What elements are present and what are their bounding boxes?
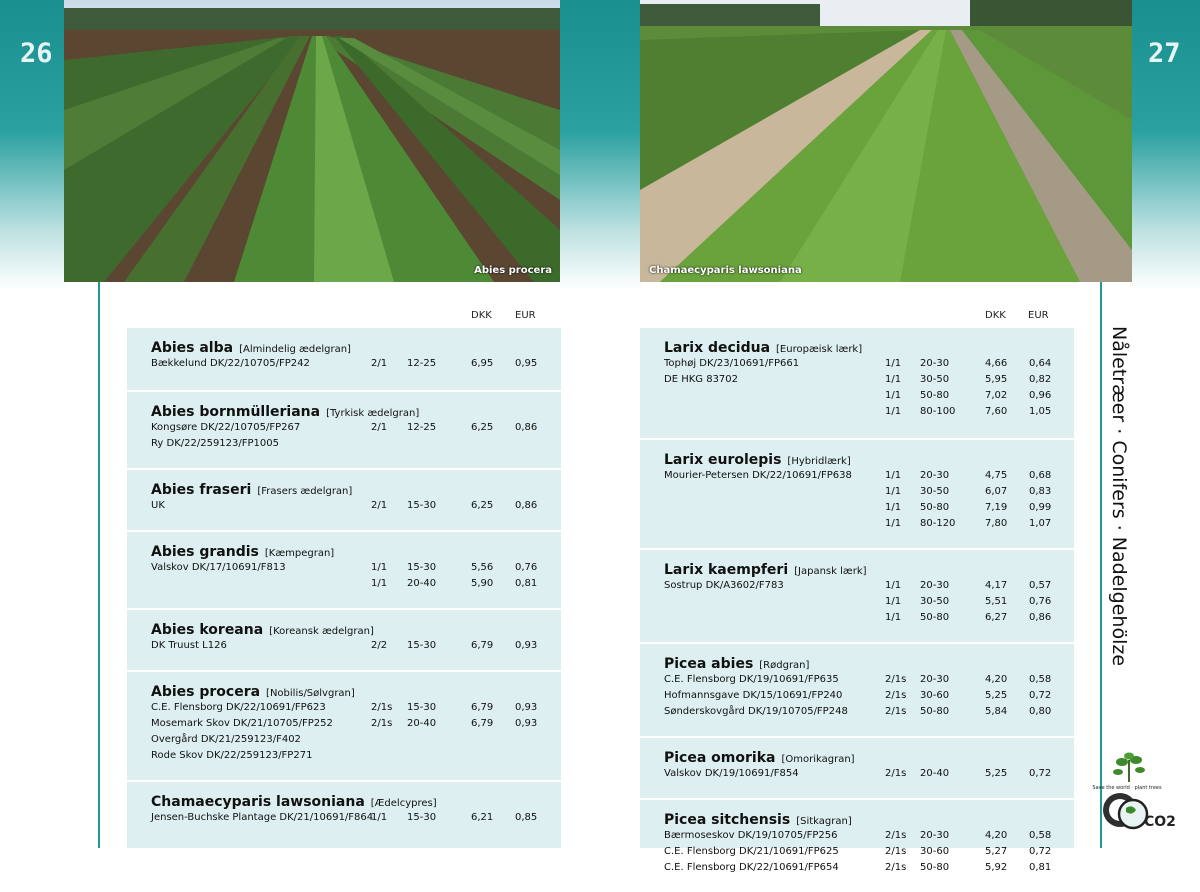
price-dkk: 4,20 xyxy=(985,830,1008,841)
age-class: 1/1 xyxy=(885,390,902,401)
section-title-vertical xyxy=(1108,326,1132,671)
age-class: 1/1 xyxy=(371,562,388,573)
photo-caption-left: Abies procera xyxy=(474,265,552,276)
age-class: 1/1 xyxy=(885,374,902,385)
column-header-dkk-right: DKK xyxy=(985,310,1006,321)
price-dkk: 5,27 xyxy=(985,846,1008,857)
age-class: 1/1 xyxy=(885,470,902,481)
species-common-name: [Tyrkisk ædelgran] xyxy=(326,408,420,419)
size-cm: 20-30 xyxy=(920,580,950,591)
price-eur: 0,96 xyxy=(1029,390,1052,401)
species-block xyxy=(127,530,561,608)
price-eur: 0,81 xyxy=(515,578,538,589)
species-common-name: [Koreansk ædelgran] xyxy=(269,626,374,637)
species-heading xyxy=(151,684,355,700)
provenance: Rode Skov DK/22/259123/FP271 xyxy=(151,750,313,761)
size-cm: 20-40 xyxy=(407,718,437,729)
species-name: Abies bornmülleriana xyxy=(151,404,321,420)
provenance: Valskov DK/17/10691/F813 xyxy=(151,562,286,573)
species-block xyxy=(640,642,1074,736)
price-dkk: 6,79 xyxy=(471,718,494,729)
species-common-name: [Europæisk lærk] xyxy=(776,344,863,355)
species-name: Picea abies xyxy=(664,656,754,672)
age-class: 2/1 xyxy=(371,500,388,511)
provenance: Bærmoseskov DK/19/10705/FP256 xyxy=(664,830,838,841)
price-eur: 0,93 xyxy=(515,718,538,729)
price-dkk: 5,90 xyxy=(471,578,494,589)
price-row xyxy=(640,830,1074,846)
size-cm: 30-50 xyxy=(920,596,950,607)
logo-mark: CO2 xyxy=(1144,814,1176,830)
species-heading xyxy=(151,544,334,560)
species-heading xyxy=(151,340,351,356)
species-heading xyxy=(151,404,419,420)
species-heading xyxy=(664,656,809,672)
price-dkk: 6,21 xyxy=(471,812,494,823)
age-class: 2/1s xyxy=(885,706,907,717)
age-class: 1/1 xyxy=(371,812,388,823)
species-block xyxy=(640,798,1074,892)
photo-caption-right: Chamaecyparis lawsoniana xyxy=(649,265,802,276)
price-eur: 0,80 xyxy=(1029,706,1052,717)
size-cm: 15-30 xyxy=(407,562,437,573)
price-row xyxy=(127,750,561,766)
price-eur: 0,68 xyxy=(1029,470,1052,481)
price-dkk: 6,07 xyxy=(985,486,1008,497)
provenance: C.E. Flensborg DK/19/10691/FP635 xyxy=(664,674,839,685)
price-eur: 0,99 xyxy=(1029,502,1052,513)
price-eur: 0,82 xyxy=(1029,374,1052,385)
species-heading xyxy=(151,794,437,810)
price-dkk: 7,02 xyxy=(985,390,1008,401)
price-eur: 0,57 xyxy=(1029,580,1052,591)
photo-abies-procera xyxy=(64,0,560,282)
age-class: 2/1s xyxy=(885,674,907,685)
species-common-name: [Kæmpegran] xyxy=(264,548,335,559)
size-cm: 15-30 xyxy=(407,500,437,511)
species-block xyxy=(127,468,561,530)
age-class: 2/1s xyxy=(371,702,393,713)
size-cm: 15-30 xyxy=(407,812,437,823)
size-cm: 50-80 xyxy=(920,390,950,401)
species-block xyxy=(640,438,1074,548)
price-row xyxy=(640,470,1074,486)
size-cm: 15-30 xyxy=(407,702,437,713)
price-row xyxy=(640,406,1074,422)
price-eur: 0,58 xyxy=(1029,830,1052,841)
age-class: 2/2 xyxy=(371,640,388,651)
provenance: Kongsøre DK/22/10705/FP267 xyxy=(151,422,301,433)
provenance: Tophøj DK/23/10691/FP661 xyxy=(664,358,800,369)
price-eur: 0,95 xyxy=(515,358,538,369)
species-heading xyxy=(664,812,852,828)
species-common-name: [Almindelig ædelgran] xyxy=(239,344,351,355)
price-eur: 0,93 xyxy=(515,702,538,713)
age-class: 2/1s xyxy=(885,690,907,701)
species-block xyxy=(127,390,561,468)
photo-chamaecyparis xyxy=(640,0,1132,282)
species-common-name: [Japansk lærk] xyxy=(794,566,867,577)
price-row xyxy=(640,862,1074,878)
age-class: 1/1 xyxy=(371,578,388,589)
price-row xyxy=(640,390,1074,406)
provenance: Hofmannsgave DK/15/10691/FP240 xyxy=(664,690,843,701)
price-dkk: 4,75 xyxy=(985,470,1008,481)
species-common-name: [Sitkagran] xyxy=(796,816,852,827)
price-dkk: 6,27 xyxy=(985,612,1008,623)
age-class: 2/1s xyxy=(885,768,907,779)
species-name: Larix eurolepis xyxy=(664,452,782,468)
age-class: 1/1 xyxy=(885,580,902,591)
age-class: 1/1 xyxy=(885,612,902,623)
price-dkk: 6,79 xyxy=(471,702,494,713)
age-class: 1/1 xyxy=(885,596,902,607)
provenance: DE HKG 83702 xyxy=(664,374,739,385)
nursery-field-image xyxy=(64,0,560,282)
price-row xyxy=(640,674,1074,690)
price-eur: 1,05 xyxy=(1029,406,1052,417)
size-cm: 20-40 xyxy=(407,578,437,589)
provenance: Mourier-Petersen DK/22/10691/FP638 xyxy=(664,470,852,481)
provenance: DK Truust L126 xyxy=(151,640,227,651)
age-class: 1/1 xyxy=(885,406,902,417)
price-row xyxy=(127,702,561,718)
age-class: 1/1 xyxy=(885,358,902,369)
provenance: C.E. Flensborg DK/22/10691/FP623 xyxy=(151,702,326,713)
age-class: 2/1 xyxy=(371,358,388,369)
species-heading xyxy=(151,622,374,638)
species-name: Abies fraseri xyxy=(151,482,252,498)
price-eur: 0,93 xyxy=(515,640,538,651)
size-cm: 80-120 xyxy=(920,518,956,529)
price-dkk: 7,80 xyxy=(985,518,1008,529)
provenance: UK xyxy=(151,500,165,511)
price-dkk: 5,92 xyxy=(985,862,1008,873)
price-dkk: 5,56 xyxy=(471,562,494,573)
price-row xyxy=(640,596,1074,612)
price-dkk: 5,84 xyxy=(985,706,1008,717)
species-name: Larix kaempferi xyxy=(664,562,789,578)
center-teal-band xyxy=(560,0,642,290)
age-class: 1/1 xyxy=(885,502,902,513)
price-dkk: 7,19 xyxy=(985,502,1008,513)
price-dkk: 6,25 xyxy=(471,422,494,433)
price-table-right xyxy=(640,328,1074,873)
price-row xyxy=(640,518,1074,534)
price-row xyxy=(127,718,561,734)
price-row xyxy=(127,358,561,374)
species-block xyxy=(127,670,561,780)
price-row xyxy=(127,812,561,828)
size-cm: 20-30 xyxy=(920,674,950,685)
price-eur: 0,72 xyxy=(1029,846,1052,857)
species-block xyxy=(127,608,561,670)
age-class: 1/1 xyxy=(885,486,902,497)
price-eur: 0,76 xyxy=(515,562,538,573)
price-eur: 0,64 xyxy=(1029,358,1052,369)
species-common-name: [Rødgran] xyxy=(759,660,810,671)
price-dkk: 4,20 xyxy=(985,674,1008,685)
logo-slogan: Save the world · plant trees xyxy=(1092,785,1162,791)
price-eur: 0,85 xyxy=(515,812,538,823)
species-common-name: [Nobilis/Sølvgran] xyxy=(266,688,355,699)
provenance: C.E. Flensborg DK/21/10691/FP625 xyxy=(664,846,839,857)
price-row xyxy=(127,734,561,750)
price-dkk: 6,79 xyxy=(471,640,494,651)
age-class: 2/1s xyxy=(885,830,907,841)
provenance: Sønderskovgård DK/19/10705/FP248 xyxy=(664,706,848,717)
size-cm: 12-25 xyxy=(407,422,437,433)
price-dkk: 5,51 xyxy=(985,596,1008,607)
price-dkk: 5,25 xyxy=(985,690,1008,701)
price-eur: 0,86 xyxy=(515,422,538,433)
species-common-name: [Omorikagran] xyxy=(781,754,855,765)
species-heading xyxy=(664,750,855,766)
price-eur: 0,86 xyxy=(515,500,538,511)
species-name: Abies procera xyxy=(151,684,261,700)
co2-logo xyxy=(1084,752,1176,842)
species-common-name: [Ædelcypres] xyxy=(370,798,437,809)
price-row xyxy=(127,640,561,656)
provenance: Sostrup DK/A3602/F783 xyxy=(664,580,784,591)
price-eur: 0,72 xyxy=(1029,690,1052,701)
species-block xyxy=(640,736,1074,798)
species-heading xyxy=(151,482,352,498)
price-row xyxy=(640,502,1074,518)
price-dkk: 5,95 xyxy=(985,374,1008,385)
price-row xyxy=(127,562,561,578)
price-dkk: 7,60 xyxy=(985,406,1008,417)
size-cm: 20-30 xyxy=(920,830,950,841)
provenance: C.E. Flensborg DK/22/10691/FP654 xyxy=(664,862,839,873)
price-row xyxy=(127,438,561,454)
page-number-left: 26 xyxy=(20,38,53,69)
size-cm: 20-30 xyxy=(920,358,950,369)
column-header-eur-right: EUR xyxy=(1028,310,1049,321)
column-header-eur-left: EUR xyxy=(515,310,536,321)
price-row xyxy=(640,486,1074,502)
size-cm: 50-80 xyxy=(920,706,950,717)
size-cm: 30-50 xyxy=(920,374,950,385)
price-row xyxy=(640,706,1074,722)
species-name: Chamaecyparis lawsoniana xyxy=(151,794,365,810)
size-cm: 50-80 xyxy=(920,862,950,873)
age-class: 2/1s xyxy=(885,846,907,857)
species-name: Picea omorika xyxy=(664,750,776,766)
provenance: Bækkelund DK/22/10705/FP242 xyxy=(151,358,310,369)
price-dkk: 6,95 xyxy=(471,358,494,369)
size-cm: 50-80 xyxy=(920,502,950,513)
price-eur: 0,76 xyxy=(1029,596,1052,607)
price-dkk: 4,17 xyxy=(985,580,1008,591)
price-eur: 0,86 xyxy=(1029,612,1052,623)
age-class: 2/1s xyxy=(885,862,907,873)
age-class: 2/1s xyxy=(371,718,393,729)
provenance: Valskov DK/19/10691/F854 xyxy=(664,768,799,779)
price-row xyxy=(127,578,561,594)
price-dkk: 6,25 xyxy=(471,500,494,511)
price-row xyxy=(640,690,1074,706)
provenance: Jensen-Buchske Plantage DK/21/10691/F864 xyxy=(151,812,374,823)
price-row xyxy=(640,580,1074,596)
size-cm: 50-80 xyxy=(920,612,950,623)
section-title-text: Nåletræer · Conifers · Nadelgehölze xyxy=(1108,326,1130,667)
price-row xyxy=(127,500,561,516)
age-class: 1/1 xyxy=(885,518,902,529)
species-common-name: [Hybridlærk] xyxy=(787,456,851,467)
provenance: Ry DK/22/259123/FP1005 xyxy=(151,438,279,449)
species-name: Abies grandis xyxy=(151,544,259,560)
size-cm: 20-40 xyxy=(920,768,950,779)
species-name: Larix decidua xyxy=(664,340,771,356)
species-name: Abies koreana xyxy=(151,622,264,638)
species-heading xyxy=(664,340,862,356)
species-block xyxy=(640,328,1074,438)
provenance: Mosemark Skov DK/21/10705/FP252 xyxy=(151,718,333,729)
age-class: 2/1 xyxy=(371,422,388,433)
price-table-left xyxy=(127,328,561,848)
size-cm: 12-25 xyxy=(407,358,437,369)
size-cm: 30-60 xyxy=(920,690,950,701)
price-row xyxy=(127,422,561,438)
nursery-field-image xyxy=(640,0,1132,282)
size-cm: 15-30 xyxy=(407,640,437,651)
size-cm: 30-50 xyxy=(920,486,950,497)
provenance: Overgård DK/21/259123/F402 xyxy=(151,734,301,745)
species-name: Picea sitchensis xyxy=(664,812,791,828)
species-block xyxy=(640,548,1074,642)
price-row xyxy=(640,358,1074,374)
size-cm: 30-60 xyxy=(920,846,950,857)
species-name: Abies alba xyxy=(151,340,234,356)
column-header-dkk-left: DKK xyxy=(471,310,492,321)
price-row xyxy=(640,768,1074,784)
size-cm: 80-100 xyxy=(920,406,956,417)
size-cm: 20-30 xyxy=(920,470,950,481)
page-number-right: 27 xyxy=(1148,38,1181,69)
species-common-name: [Frasers ædelgran] xyxy=(257,486,353,497)
price-eur: 0,58 xyxy=(1029,674,1052,685)
price-row xyxy=(640,612,1074,628)
price-dkk: 5,25 xyxy=(985,768,1008,779)
price-eur: 1,07 xyxy=(1029,518,1052,529)
price-eur: 0,83 xyxy=(1029,486,1052,497)
species-block xyxy=(127,328,561,390)
price-eur: 0,72 xyxy=(1029,768,1052,779)
price-dkk: 4,66 xyxy=(985,358,1008,369)
price-row xyxy=(640,846,1074,862)
price-row xyxy=(640,374,1074,390)
species-block xyxy=(127,780,561,842)
price-eur: 0,81 xyxy=(1029,862,1052,873)
species-heading xyxy=(664,452,851,468)
species-heading xyxy=(664,562,867,578)
